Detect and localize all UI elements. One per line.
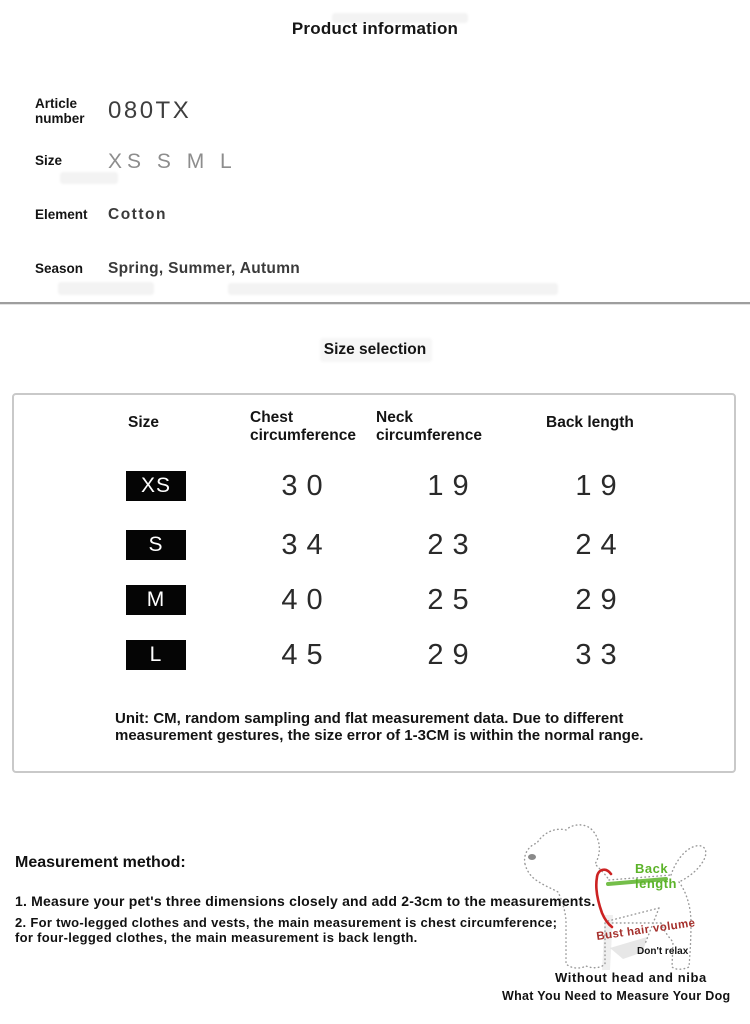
section-divider [0, 302, 750, 305]
table-cell [386, 529, 510, 561]
table-cell [386, 470, 510, 502]
table-cell [386, 584, 510, 616]
column-header-back: Back length [546, 414, 634, 431]
table-cell [240, 584, 364, 616]
cell-value: 25 [427, 583, 478, 616]
cell-value: 19 [427, 469, 478, 502]
column-header-size: Size [128, 414, 160, 431]
size-selection-title: Size selection [323, 341, 427, 358]
cell-value: 45 [281, 638, 332, 671]
cell-value: 40 [281, 583, 332, 616]
column-header-chest: Chest circumference [250, 409, 356, 444]
measurement-item-2-line2: for four-legged clothes, the main measurement is back length. [15, 930, 418, 945]
size-options-value: XS S M L [108, 150, 237, 173]
ghost-artifact [228, 283, 558, 295]
cell-value: 29 [427, 638, 478, 671]
diagram-caption-1: Without head and niba [555, 970, 707, 985]
measurement-item-1: 1. Measure your pet's three dimensions closely and add 2-3cm to the measurements. [15, 893, 596, 909]
table-cell [240, 529, 364, 561]
table-cell [534, 584, 658, 616]
cell-value: 19 [575, 469, 626, 502]
measurement-item-2 [15, 915, 557, 945]
table-cell [240, 639, 364, 671]
dog-measurement-diagram [495, 820, 750, 970]
bust-hair-volume-label: Bust hair volume [595, 917, 697, 943]
unit-note: Unit: CM, random sampling and flat measurement data. Due to different measurement gestures, the size error of 1-3CM is within the normal range. [115, 710, 644, 744]
table-cell [534, 639, 658, 671]
cell-value: 24 [575, 528, 626, 561]
measurement-method-title: Measurement method: [15, 854, 186, 871]
table-cell [534, 470, 658, 502]
size-badge-s: S [126, 530, 186, 560]
article-number-value: 080TX [108, 97, 192, 124]
size-badge-l: L [126, 640, 186, 670]
size-badge-xs: XS [126, 471, 186, 501]
measurement-item-2-line1: 2. For two-legged clothes and vests, the main measurement is chest circumference; [15, 915, 558, 930]
size-label: Size [35, 153, 63, 168]
article-number-label: Article number [35, 96, 85, 126]
table-cell [240, 470, 364, 502]
season-value: Spring, Summer, Autumn [108, 260, 301, 277]
back-length-label-line1: Back [635, 861, 669, 876]
cell-value: 23 [427, 528, 478, 561]
cell-value: 30 [281, 469, 332, 502]
size-table [12, 393, 736, 773]
size-badge-m: M [126, 585, 186, 615]
cell-value: 33 [575, 638, 626, 671]
diagram-caption-2: What You Need to Measure Your Dog [502, 989, 731, 1003]
cell-value: 34 [281, 528, 332, 561]
table-cell [386, 639, 510, 671]
ghost-artifact [58, 282, 154, 295]
element-label: Element [35, 207, 88, 222]
element-value: Cotton [108, 206, 167, 223]
column-header-neck: Neck circumference [376, 409, 482, 444]
season-label: Season [35, 261, 84, 276]
back-length-label-line2: length [635, 876, 677, 891]
cell-value: 29 [575, 583, 626, 616]
page-title: Product information [291, 19, 459, 38]
dont-relax-label: Don't relax [637, 946, 689, 957]
dog-nose [528, 854, 536, 860]
table-cell [534, 529, 658, 561]
